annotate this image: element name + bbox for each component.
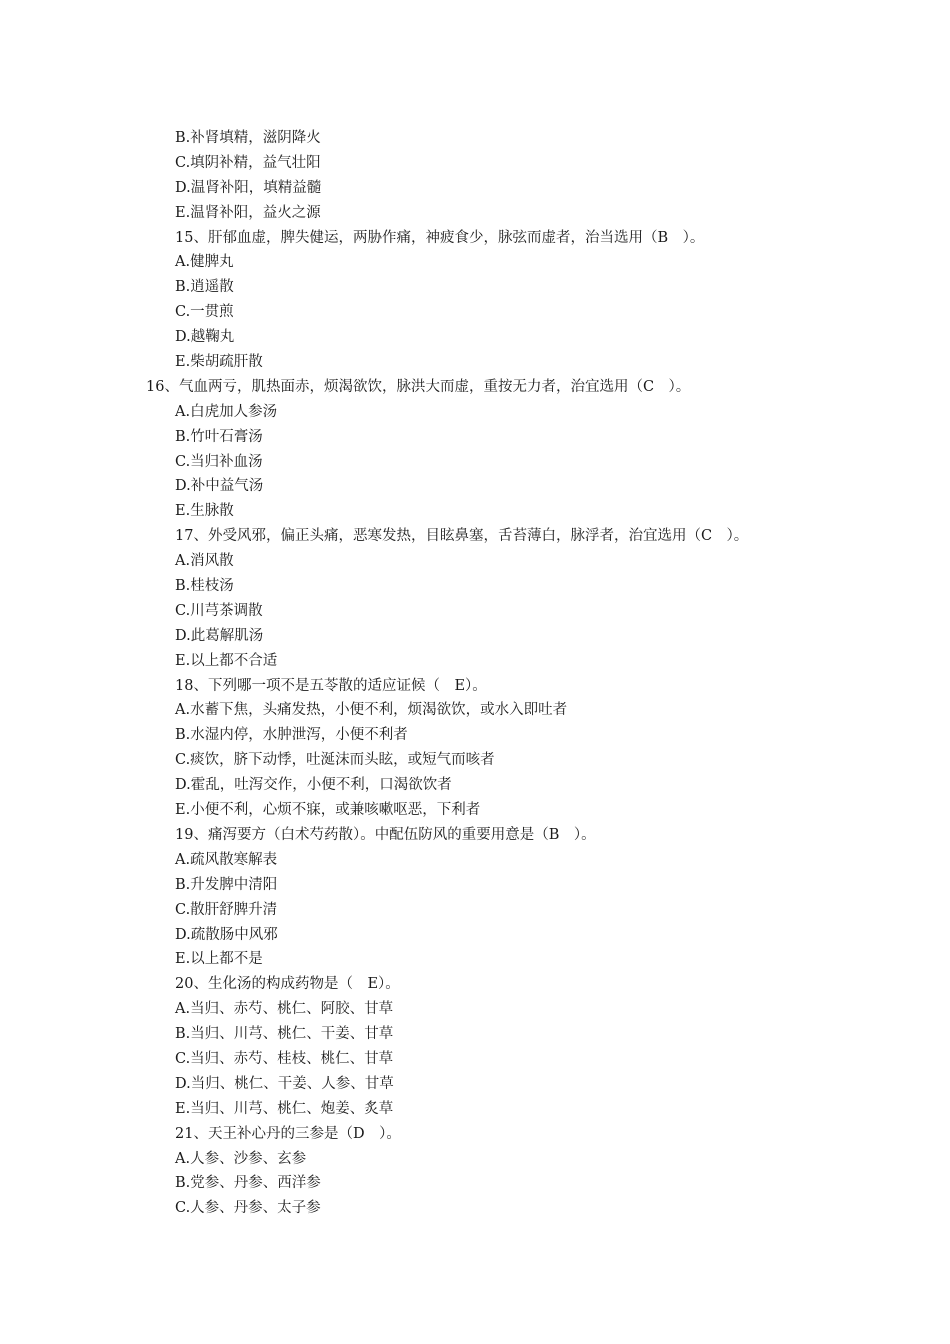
answer-option: C.一贯煎 — [175, 304, 234, 321]
answer-option: A.消风散 — [175, 553, 234, 570]
answer-option: E.柴胡疏肝散 — [175, 354, 263, 371]
answer-option: B.升发脾中清阳 — [175, 876, 278, 893]
answer-option: C.川芎茶调散 — [175, 602, 263, 619]
answer-option: B.党参、丹参、西洋参 — [175, 1175, 321, 1192]
answer-option: C.人参、丹参、太子参 — [175, 1200, 321, 1217]
answer-option: E.当归、川芎、桃仁、炮姜、炙草 — [175, 1100, 394, 1117]
answer-option: C.痰饮，脐下动悸，吐涎沫而头眩，或短气而咳者 — [175, 752, 495, 769]
answer-option: D.越鞠丸 — [175, 329, 235, 346]
answer-option: B.逍遥散 — [175, 279, 234, 296]
answer-option: C.当归、赤芍、桂枝、桃仁、甘草 — [175, 1050, 394, 1067]
answer-option: C.散肝舒脾升清 — [175, 901, 278, 918]
answer-option: E.温肾补阳，益火之源 — [175, 204, 321, 221]
question-text: 17、外受风邪，偏正头痛，恶寒发热，目眩鼻塞，舌苔薄白，脉浮者，治宜选用（C ）。 — [175, 528, 749, 545]
answer-option: B.桂枝汤 — [175, 578, 234, 595]
question-text: 16、气血两亏，肌热面赤，烦渴欲饮，脉洪大而虚，重按无力者，治宜选用（C ）。 — [146, 378, 691, 395]
answer-option: D.疏散肠中风邪 — [175, 926, 278, 943]
document-body — [0, 126, 950, 1221]
answer-option: A.白虎加人参汤 — [175, 403, 278, 420]
answer-option: E.生脉散 — [175, 503, 234, 520]
question-text: 19、痛泻要方（白术芍药散）。中配伍防风的重要用意是（B ）。 — [175, 826, 596, 843]
answer-option: D.补中益气汤 — [175, 478, 264, 495]
answer-option: D.霍乱，吐泻交作，小便不利，口渴欲饮者 — [175, 777, 452, 794]
answer-option: E.以上都不是 — [175, 951, 263, 968]
answer-option: E.小便不利，心烦不寐，或兼咳嗽呕恶，下利者 — [175, 802, 481, 819]
answer-option: C.填阴补精，益气壮阳 — [175, 154, 321, 171]
answer-option: A.疏风散寒解表 — [175, 851, 278, 868]
answer-option: A.水蓄下焦，头痛发热，小便不利，烦渴欲饮，或水入即吐者 — [175, 702, 568, 719]
question-text: 15、肝郁血虚，脾失健运，两胁作痛，神疲食少，脉弦而虚者，治当选用（B ）。 — [175, 229, 705, 246]
answer-option: A.人参、沙参、玄参 — [175, 1150, 307, 1167]
answer-option: D.此葛解肌汤 — [175, 627, 264, 644]
answer-option: B.补肾填精，滋阴降火 — [175, 130, 321, 146]
answer-option: D.当归、桃仁、干姜、人参、甘草 — [175, 1075, 394, 1092]
answer-option: B.水湿内停，水肿泄泻，小便不利者 — [175, 727, 408, 744]
answer-option: A.当归、赤芍、桃仁、阿胶、甘草 — [175, 1001, 394, 1018]
question-text: 18、下列哪一项不是五苓散的适应证候（ E）。 — [175, 677, 487, 694]
answer-option: B.当归、川芎、桃仁、干姜、甘草 — [175, 1026, 394, 1043]
answer-option: C.当归补血汤 — [175, 453, 263, 470]
question-text: 20、生化汤的构成药物是（ E）。 — [175, 976, 400, 993]
answer-option: A.健脾丸 — [175, 254, 234, 271]
answer-option: E.以上都不合适 — [175, 652, 278, 669]
answer-option: B.竹叶石膏汤 — [175, 428, 263, 445]
question-text: 21、天王补心丹的三参是（D ）。 — [175, 1125, 401, 1142]
answer-option: D.温肾补阳，填精益髓 — [175, 179, 322, 196]
